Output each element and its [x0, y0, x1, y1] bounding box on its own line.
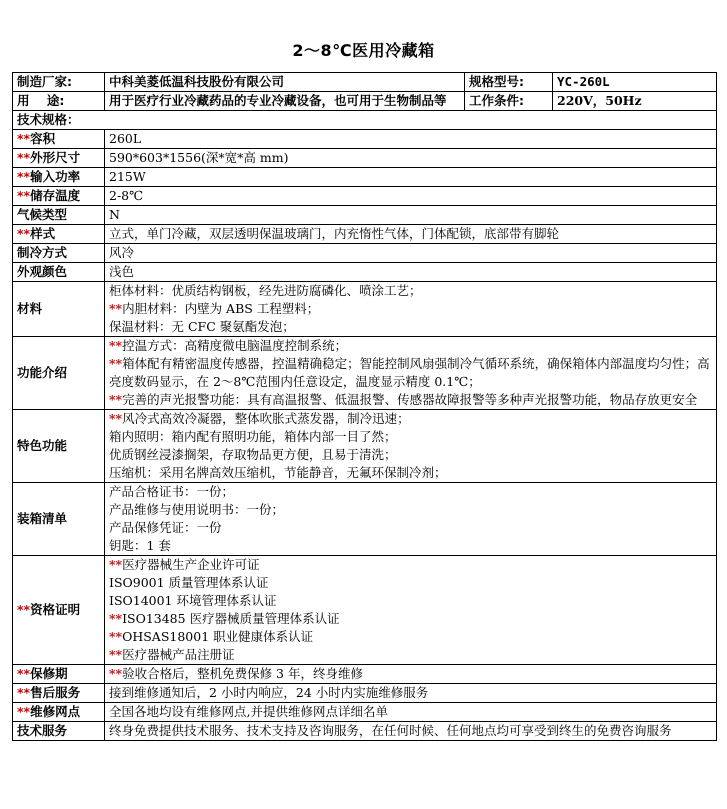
spec-row: [13, 130, 717, 149]
spec-row: [13, 244, 717, 263]
model-label: 规格型号:: [465, 73, 553, 92]
document-title: 2～8℃医用冷藏箱: [292, 41, 435, 60]
spec-key: [13, 149, 105, 168]
spec-key-label: 功能介绍: [17, 365, 68, 380]
required-mark: **: [109, 557, 123, 572]
spec-key: [13, 684, 105, 703]
spec-heading: 技术规格：: [13, 111, 717, 130]
required-mark: **: [109, 629, 123, 644]
spec-value: [105, 168, 717, 187]
spec-key: [13, 556, 105, 665]
required-mark: **: [109, 392, 123, 407]
required-mark: **: [17, 226, 31, 241]
spec-value-line: [109, 282, 712, 300]
spec-value: [105, 206, 717, 225]
spec-value-text: 2-8℃: [109, 188, 144, 203]
spec-value-line: [109, 628, 712, 646]
spec-value-text: OHSAS18001 职业健康体系认证: [122, 629, 314, 644]
spec-value-text: 产品保修凭证：一份: [109, 520, 222, 535]
required-mark: **: [17, 685, 31, 700]
spec-value-text: ISO13485 医疗器械质量管理体系认证: [122, 611, 340, 626]
spec-value-line: [109, 464, 712, 482]
spec-key-label: 制冷方式: [17, 245, 68, 260]
spec-value-line: [109, 355, 712, 391]
spec-value-text: 590*603*1556(深*宽*高 mm): [109, 150, 289, 165]
spec-value: [105, 282, 717, 337]
spec-row: [13, 225, 717, 244]
spec-value: [105, 244, 717, 263]
spec-row: [13, 722, 717, 741]
spec-key-label: 容积: [30, 131, 56, 146]
spec-value: [105, 410, 717, 483]
spec-value-line: [109, 168, 712, 186]
spec-value-line: [109, 446, 712, 464]
spec-key-label: 气候类型: [17, 207, 68, 222]
spec-value-line: [109, 391, 712, 409]
spec-value-text: 终身免费提供技术服务、技术支持及咨询服务，在任何时候、任何地点均可享受到终生的免费咨询服务: [109, 723, 672, 738]
spec-value: [105, 703, 717, 722]
spec-key: [13, 187, 105, 206]
spec-key-label: 装箱清单: [17, 511, 68, 526]
spec-key: [13, 168, 105, 187]
spec-key-label: 样式: [30, 226, 56, 241]
spec-row: [13, 168, 717, 187]
spec-key-label: 资格证明: [30, 602, 81, 617]
spec-value-text: 产品维修与使用说明书：一份；: [109, 502, 285, 517]
condition-value: 220V，50Hz: [553, 92, 717, 111]
spec-value: [105, 556, 717, 665]
spec-row: [13, 703, 717, 722]
spec-value-line: [109, 337, 712, 355]
spec-value-text: N: [109, 207, 120, 222]
spec-key: [13, 665, 105, 684]
spec-value: [105, 483, 717, 556]
spec-value-line: [109, 130, 712, 148]
spec-row: [13, 665, 717, 684]
spec-key-label: 维修网点: [30, 704, 81, 719]
spec-value-line: [109, 574, 712, 592]
spec-value-text: 风冷: [109, 245, 135, 260]
spec-key-label: 储存温度: [30, 188, 81, 203]
model-value: YC-260L: [553, 73, 717, 92]
spec-key: [13, 206, 105, 225]
spec-row: [13, 263, 717, 282]
spec-value-line: [109, 206, 712, 224]
required-mark: **: [17, 150, 31, 165]
spec-row: [13, 337, 717, 410]
spec-value-line: [109, 592, 712, 610]
spec-value: [105, 337, 717, 410]
spec-value-text: 控温方式：高精度微电脑温度控制系统；: [122, 338, 348, 353]
spec-value: [105, 149, 717, 168]
spec-value-line: [109, 263, 712, 281]
spec-value-line: [109, 556, 712, 574]
spec-value-line: [109, 722, 712, 740]
spec-value-text: 完善的声光报警功能：具有高温报警、低温报警、传感器故障报警等多种声光报警功能，物品存放更安全: [122, 392, 698, 407]
spec-key: [13, 244, 105, 263]
spec-key: [13, 225, 105, 244]
spec-value-text: 医疗器械产品注册证: [122, 647, 235, 662]
spec-value: [105, 130, 717, 149]
spec-value-line: [109, 187, 712, 205]
spec-key-label: 输入功率: [30, 169, 81, 184]
required-mark: **: [17, 602, 31, 617]
spec-value-text: 保温材料：无 CFC 聚氨酯发泡；: [109, 319, 295, 334]
required-mark: **: [109, 411, 123, 426]
spec-row: [13, 684, 717, 703]
required-mark: **: [17, 131, 31, 146]
spec-value-line: [109, 501, 712, 519]
spec-value-line: [109, 519, 712, 537]
header-row-usage: [13, 92, 717, 111]
spec-value-text: 验收合格后，整机免费保修 3 年，终身维修: [122, 666, 363, 681]
spec-value-line: [109, 684, 712, 702]
spec-value-line: [109, 410, 712, 428]
spec-key-label: 保修期: [30, 666, 68, 681]
spec-value-text: 立式，单门冷藏，双层透明保温玻璃门，内充惰性气体，门体配锁，底部带有脚轮: [109, 226, 560, 241]
usage-label: 用 途:: [13, 92, 105, 111]
spec-key: [13, 263, 105, 282]
spec-value-text: 风冷式高效冷凝器，整体吹胀式蒸发器，制冷迅速；: [122, 411, 410, 426]
required-mark: **: [109, 611, 123, 626]
required-mark: **: [109, 301, 123, 316]
spec-heading-row: [13, 111, 717, 130]
spec-row: [13, 483, 717, 556]
spec-value-line: [109, 610, 712, 628]
spec-value-line: [109, 665, 712, 683]
usage-value: 用于医疗行业冷藏药品的专业冷藏设备，也可用于生物制品等: [105, 92, 465, 111]
spec-key-label: 特色功能: [17, 438, 68, 453]
spec-key-label: 外观颜色: [17, 264, 68, 279]
spec-value-line: [109, 428, 712, 446]
spec-key: [13, 410, 105, 483]
required-mark: **: [17, 169, 31, 184]
required-mark: **: [17, 188, 31, 203]
spec-value: [105, 187, 717, 206]
spec-value-line: [109, 300, 712, 318]
spec-value-text: 柜体材料：优质结构钢板，经先进防腐磷化、喷涂工艺；: [109, 283, 422, 298]
spec-key-label: 外形尺寸: [30, 150, 81, 165]
spec-key: [13, 703, 105, 722]
spec-value-text: 箱体配有精密温度传感器，控温精确稳定；智能控制风扇强制冷气循环系统，确保箱体内部温度均匀性；高亮度数码显示，在 2～8℃范围内任意设定，温度显示精度 0.1℃；: [109, 356, 710, 389]
required-mark: **: [109, 647, 123, 662]
spec-value-text: 接到维修通知后，2 小时内响应，24 小时内实施维修服务: [109, 685, 429, 700]
spec-value-line: [109, 318, 712, 336]
spec-key: [13, 282, 105, 337]
required-mark: **: [109, 338, 123, 353]
spec-value-text: 260L: [109, 131, 142, 146]
spec-value: [105, 225, 717, 244]
header-row-maker: [13, 73, 717, 92]
spec-row: [13, 206, 717, 225]
spec-value: [105, 722, 717, 741]
required-mark: **: [109, 356, 123, 371]
spec-row: [13, 149, 717, 168]
spec-key: [13, 337, 105, 410]
spec-value-line: [109, 225, 712, 243]
spec-value-text: 215W: [109, 169, 146, 184]
spec-value-line: [109, 703, 712, 721]
spec-value-text: 箱内照明：箱内配有照明功能，箱体内部一目了然；: [109, 429, 397, 444]
spec-value-text: 浅色: [109, 264, 135, 279]
spec-value: [105, 684, 717, 703]
maker-label: 制造厂家:: [13, 73, 105, 92]
spec-value-text: 内胆材料：内壁为 ABS 工程塑料；: [122, 301, 320, 316]
spec-value-line: [109, 646, 712, 664]
spec-key-label: 材料: [17, 301, 43, 316]
spec-value-text: ISO9001 质量管理体系认证: [109, 575, 269, 590]
required-mark: **: [17, 666, 31, 681]
spec-row: [13, 282, 717, 337]
spec-key: [13, 130, 105, 149]
spec-value-line: [109, 244, 712, 262]
spec-value-text: 产品合格证书：一份；: [109, 484, 235, 499]
spec-table: [12, 72, 717, 741]
spec-row: [13, 410, 717, 483]
spec-key-label: 售后服务: [30, 685, 81, 700]
spec-key: [13, 722, 105, 741]
spec-value-line: [109, 483, 712, 501]
required-mark: **: [109, 666, 123, 681]
condition-label: 工作条件:: [465, 92, 553, 111]
spec-value-text: 钥匙：1 套: [109, 538, 171, 553]
spec-value-line: [109, 149, 712, 167]
spec-value: [105, 665, 717, 684]
spec-row: [13, 187, 717, 206]
spec-value-text: 全国各地均设有维修网点,并提供维修网点详细名单: [109, 704, 388, 719]
spec-key: [13, 483, 105, 556]
spec-value-text: 医疗器械生产企业许可证: [122, 557, 260, 572]
required-mark: **: [17, 704, 31, 719]
spec-value: [105, 263, 717, 282]
spec-value-line: [109, 537, 712, 555]
spec-value-text: 优质钢丝浸漆搁架，存取物品更方便，且易于清洗；: [109, 447, 397, 462]
spec-row: [13, 556, 717, 665]
maker-value: 中科美菱低温科技股份有限公司: [105, 73, 465, 92]
spec-key-label: 技术服务: [17, 723, 68, 738]
spec-value-text: 压缩机：采用名牌高效压缩机，节能静音，无氟环保制冷剂；: [109, 465, 447, 480]
spec-value-text: ISO14001 环境管理体系认证: [109, 593, 277, 608]
